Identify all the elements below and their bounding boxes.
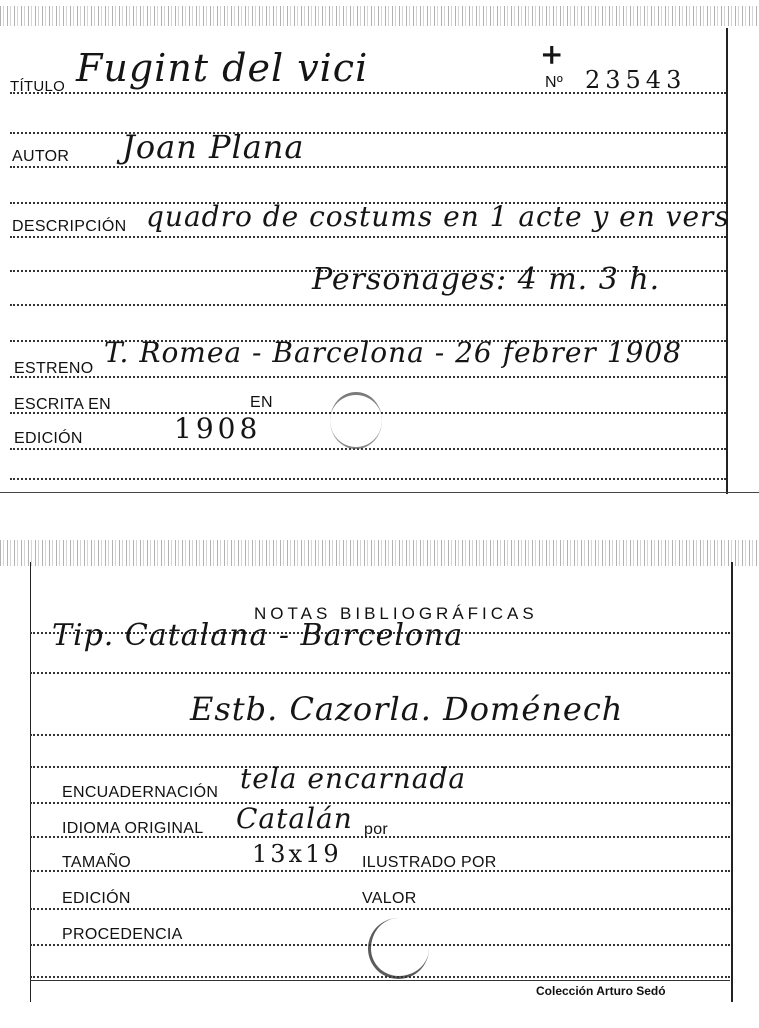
stamp-mark (330, 392, 382, 449)
autor-label: AUTOR (12, 148, 70, 165)
cross-mark: + (540, 38, 565, 71)
edicion-label: EDICIÓN (62, 890, 131, 907)
note-line-1: Tip. Catalana - Barcelona (52, 618, 464, 653)
idioma-value: Catalán (236, 802, 353, 835)
rule-personages (10, 304, 726, 306)
rule-autor (10, 166, 726, 168)
card-left-border (30, 562, 31, 1002)
rule-edicion (30, 908, 730, 910)
rule-blank-1 (10, 132, 726, 134)
rule-descripcion (10, 236, 726, 238)
tamano-value: 13x19 (252, 840, 342, 868)
encuadernacion-value: tela encarnada (240, 762, 467, 795)
descripcion-value: quadro de costums en 1 acte y en vers (146, 200, 730, 233)
escrita-en-second-label: EN (250, 394, 273, 411)
card-bottom-edge (0, 492, 759, 493)
rule-notes-3 (30, 734, 730, 736)
catalog-card-notes (0, 540, 759, 1028)
catalog-card-main (0, 0, 759, 500)
titulo-value: Fugint del vici (76, 46, 369, 90)
valor-label: VALOR (362, 890, 417, 907)
edicion-value: 1908 (174, 412, 262, 445)
numero-value: 23543 (585, 66, 687, 94)
card-right-border (731, 562, 733, 1002)
rule-notes-2 (30, 672, 730, 674)
estreno-value: T. Romea - Barcelona - 26 febrer 1908 (104, 336, 682, 369)
edicion-label: EDICIÓN (14, 430, 83, 447)
card-top-speckle (0, 540, 759, 566)
estreno-label: ESTRENO (14, 360, 94, 377)
numero-label: Nº (545, 74, 563, 91)
descripcion-label: DESCRIPCIÓN (12, 218, 127, 235)
card-right-border (726, 28, 728, 494)
card-top-speckle (0, 6, 759, 26)
rule-estreno (10, 376, 726, 378)
escrita-en-label: ESCRITA EN (14, 396, 111, 413)
tamano-label: TAMAÑO (62, 854, 132, 871)
titulo-label: TÍTULO (10, 78, 66, 95)
ilustrado-label: ILUSTRADO POR (362, 854, 497, 871)
stamp-mark (368, 918, 429, 979)
rule-blank-5 (10, 478, 726, 480)
rule-edicion (10, 448, 726, 450)
note-line-2: Estb. Cazorla. Doménech (190, 690, 624, 728)
rule-encuadernacion (30, 802, 730, 804)
procedencia-label: PROCEDENCIA (62, 926, 183, 943)
personages-value: Personages: 4 m. 3 h. (312, 262, 661, 297)
collection-footer: Colección Arturo Sedó (536, 984, 666, 998)
por-label: por (364, 821, 389, 838)
rule-blank (30, 976, 730, 978)
encuadernacion-label: ENCUADERNACIÓN (62, 784, 219, 801)
idioma-label: IDIOMA ORIGINAL (62, 820, 204, 837)
autor-value: Joan Plana (122, 128, 305, 166)
card-bottom-edge (30, 980, 730, 981)
notas-heading: NOTAS BIBLIOGRÁFICAS (254, 604, 538, 623)
